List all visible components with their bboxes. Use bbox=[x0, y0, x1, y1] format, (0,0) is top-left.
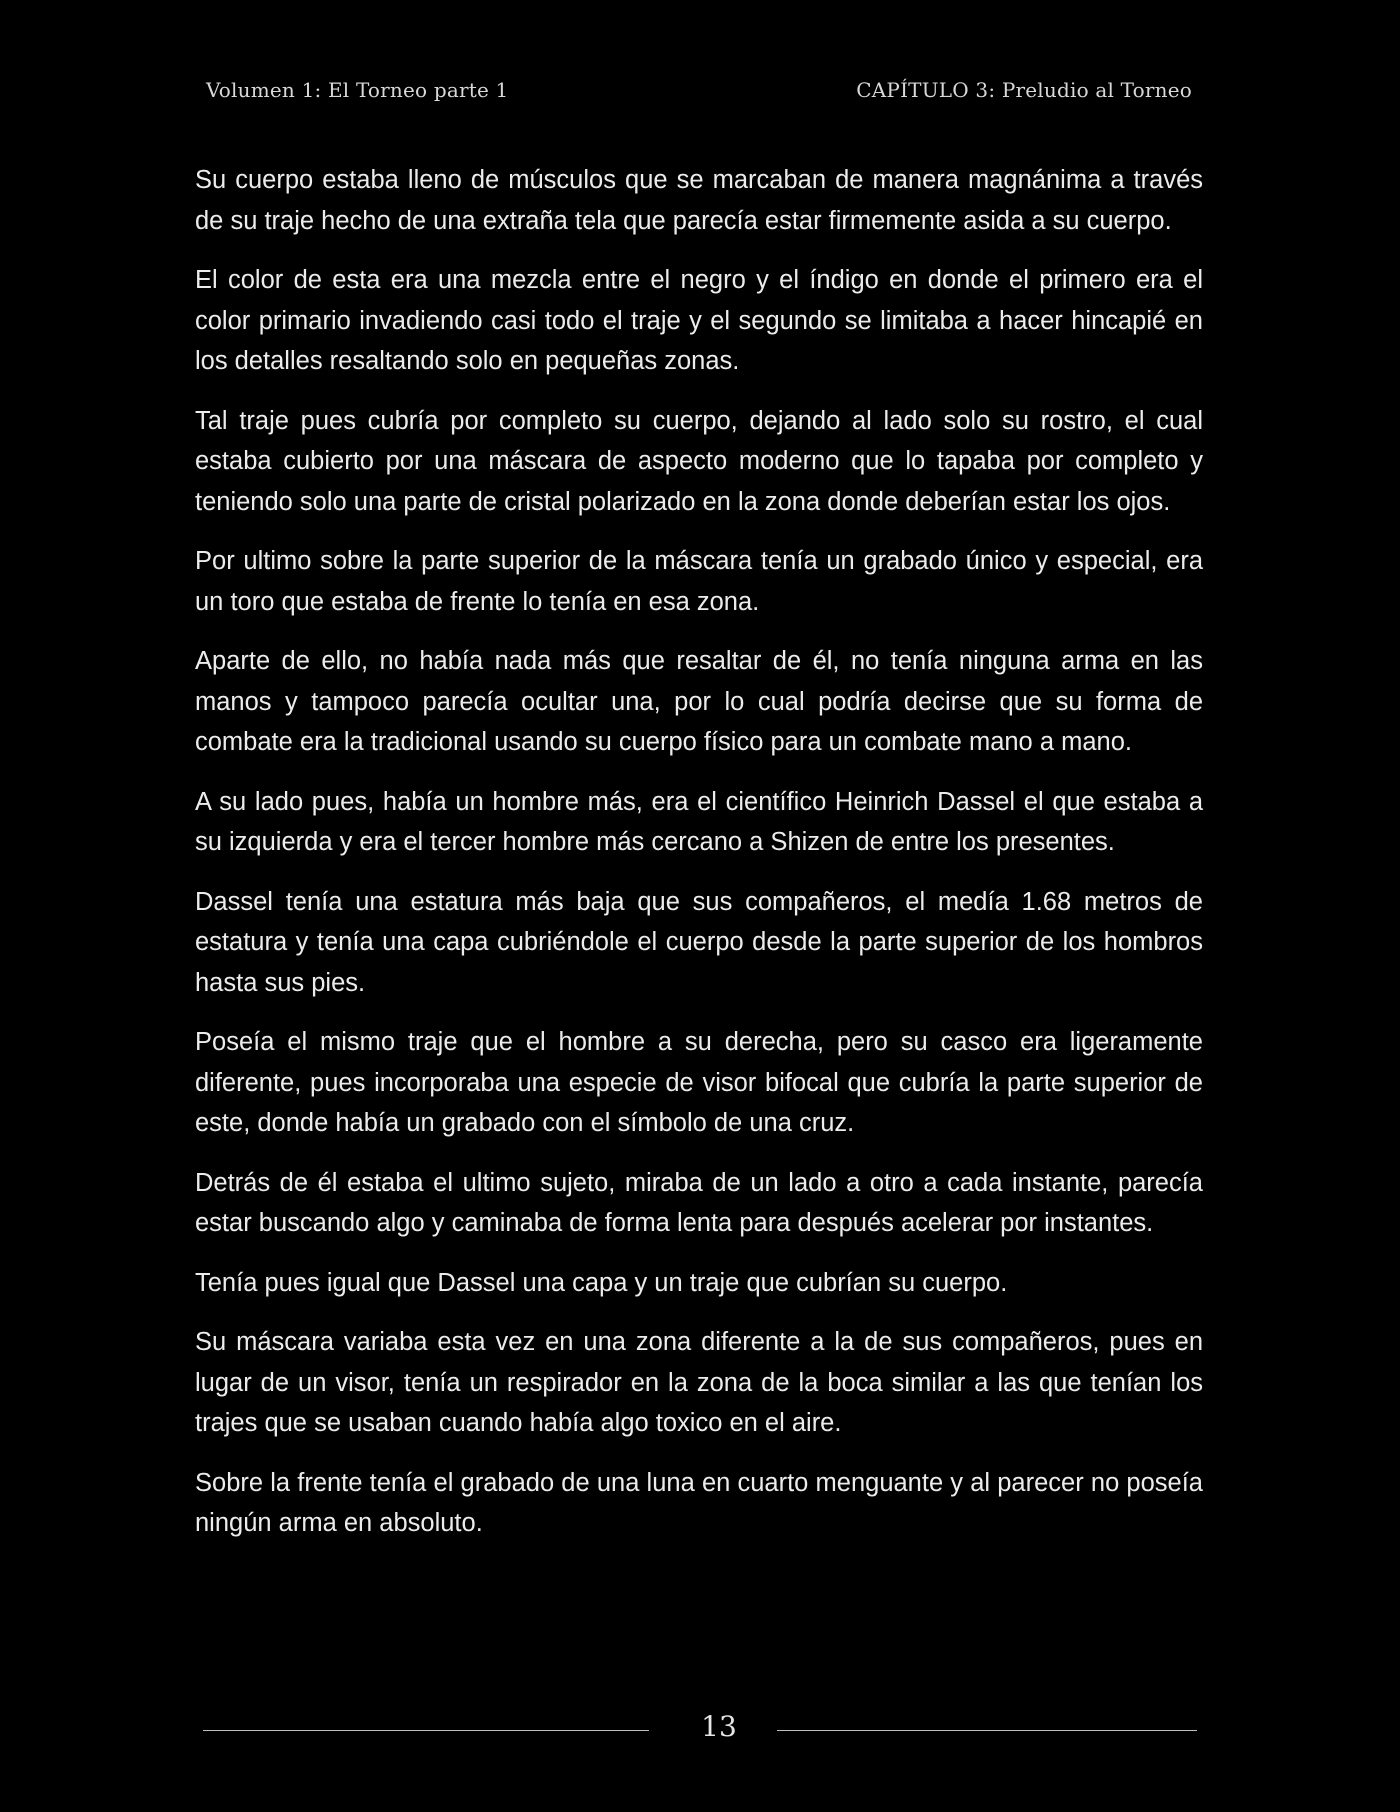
paragraph: Sobre la frente tenía el grabado de una luna en cuarto menguante y al parecer no poseía ningún arma en absoluto. bbox=[195, 1468, 1203, 1537]
paragraph: Su máscara variaba esta vez en una zona diferente a la de sus compañeros, pues en lugar de un visor, tenía un respirador en la zona de la boca similar a las que tenían los trajes que se usaban cuando había algo toxico en el aire. bbox=[195, 1328, 1203, 1437]
paragraph: Tal traje pues cubría por completo su cuerpo, dejando al lado solo su rostro, el cual estaba cubierto por una máscara de aspecto moderno que lo tapaba por completo y teniendo solo una parte de cristal polarizado en la zona donde deberían estar los ojos. bbox=[195, 406, 1203, 516]
paragraph: Dassel tenía una estatura más baja que sus compañeros, el medía 1.68 metros de estatura y tenía una capa cubriéndole el cuerpo desde la parte superior de los hombros hasta sus pies. bbox=[195, 887, 1203, 997]
paragraph: Por ultimo sobre la parte superior de la máscara tenía un grabado único y especial, era un toro que estaba de frente lo tenía en esa zona. bbox=[195, 547, 1203, 616]
page-header bbox=[206, 78, 1192, 108]
volume-title: Volumen 1: El Torneo parte 1 bbox=[206, 78, 509, 102]
chapter-body bbox=[195, 160, 1203, 1563]
page-number: 13 bbox=[701, 1710, 737, 1743]
paragraph: A su lado pues, había un hombre más, era el científico Heinrich Dassel el que estaba a su izquierda y era el tercer hombre más cercano a Shizen de entre los presentes. bbox=[195, 787, 1203, 856]
paragraph: Su cuerpo estaba lleno de músculos que se marcaban de manera magnánima a través de su traje hecho de una extraña tela que parecía estar firmemente asida a su cuerpo. bbox=[195, 166, 1203, 235]
paragraph: Detrás de él estaba el ultimo sujeto, miraba de un lado a otro a cada instante, parecía estar buscando algo y caminaba de forma lenta para después acelerar por instantes. bbox=[195, 1168, 1203, 1237]
page-footer bbox=[203, 1708, 1197, 1752]
chapter-title: CAPÍTULO 3: Preludio al Torneo bbox=[856, 78, 1192, 102]
footer-rule-left bbox=[203, 1730, 649, 1731]
paragraph: El color de esta era una mezcla entre el negro y el índigo en donde el primero era el color primario invadiendo casi todo el traje y el segundo se limitaba a hacer hincapié en los detalles resaltando solo en pequeñas zonas. bbox=[195, 266, 1203, 375]
paragraph: Aparte de ello, no había nada más que resaltar de él, no tenía ninguna arma en las manos y tampoco parecía ocultar una, por lo cual podría decirse que su forma de combate era la tradicional usando su cuerpo físico para un combate mano a mano. bbox=[195, 647, 1203, 756]
paragraph: Poseía el mismo traje que el hombre a su derecha, pero su casco era ligeramente diferente, pues incorporaba una especie de visor bifocal que cubría la parte superior de este, donde había un grabado con el símbolo de una cruz. bbox=[195, 1028, 1203, 1137]
footer-rule-right bbox=[777, 1730, 1197, 1731]
paragraph: Tenía pues igual que Dassel una capa y un traje que cubrían su cuerpo. bbox=[195, 1268, 1008, 1297]
